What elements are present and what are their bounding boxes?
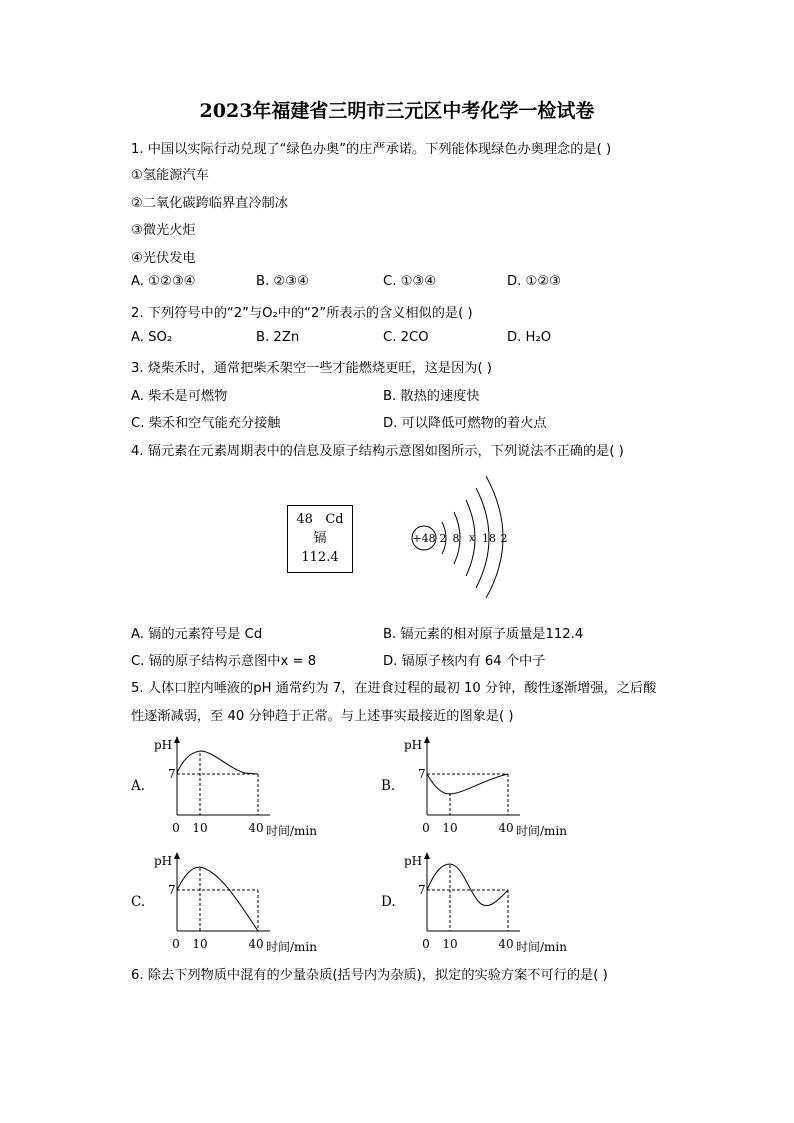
q3-option-c[interactable]: C. 柴禾和空气能充分接触 xyxy=(131,416,281,431)
q3-option-b[interactable]: B. 散热的速度快 xyxy=(383,389,480,404)
graph-b-curve xyxy=(427,774,508,794)
graph-c-ylabel: pH xyxy=(154,854,173,868)
shell-count-5: 2 xyxy=(500,532,508,545)
graph-d xyxy=(400,849,580,954)
graph-b xyxy=(400,733,580,838)
question-2-stem: 2. 下列符号中的“2”与O₂中的“2”所表示的含义相似的是( ) xyxy=(131,306,473,321)
q1-item-2: ②二氧化碳跨临界直冷制冰 xyxy=(131,196,288,211)
q1-option-c[interactable]: C. ①③④ xyxy=(383,274,437,289)
graph-d-tick-40: 40 xyxy=(498,937,514,951)
graph-a-tick-10: 10 xyxy=(192,821,208,835)
graph-b-tick-10: 10 xyxy=(442,821,458,835)
q1-option-a[interactable]: A. ①②③④ xyxy=(131,274,196,289)
q1-option-d[interactable]: D. ①②③ xyxy=(507,274,562,289)
graph-d-curve xyxy=(427,864,508,906)
atom-structure-diagram xyxy=(410,470,520,600)
graph-c-y-arrow xyxy=(174,852,180,859)
shell-count-4: 18 xyxy=(482,532,496,545)
question-4-stem: 4. 镉元素在元素周期表中的信息及原子结构示意图如图所示，下列说法不正确的是( ) xyxy=(131,444,624,459)
graph-b-ref-label: 7 xyxy=(418,767,426,781)
graph-a-curve xyxy=(177,751,258,774)
graph-c-label[interactable]: C. xyxy=(131,894,146,910)
q2-option-c[interactable]: C. 2CO xyxy=(383,330,429,345)
graph-a-label[interactable]: A. xyxy=(131,778,146,794)
q4-option-d[interactable]: D. 镉原子核内有 64 个中子 xyxy=(383,654,546,669)
graph-a-tick-40: 40 xyxy=(248,821,264,835)
q1-item-4: ④光伏发电 xyxy=(131,251,196,266)
shell-count-1: 2 xyxy=(439,532,447,545)
shell-count-3: x xyxy=(469,533,475,544)
graph-d-y-arrow xyxy=(424,852,430,859)
graph-c-curve xyxy=(177,867,258,931)
question-1-stem: 1. 中国以实际行动兑现了“绿色办奥”的庄严承诺。下列能体现绿色办奥理念的是( ) xyxy=(131,142,612,157)
graph-c-tick-10: 10 xyxy=(192,937,208,951)
graph-a-tick-0: 0 xyxy=(172,821,180,835)
question-3-stem: 3. 烧柴禾时，通常把柴禾架空一些才能燃烧更旺，这是因为( ) xyxy=(131,361,492,376)
question-5-stem-line-1: 5. 人体口腔内唾液的pH 通常约为 7，在进食过程的最初 10 分钟，酸性逐渐增强，之后酸 xyxy=(131,681,657,696)
q3-option-a[interactable]: A. 柴禾是可燃物 xyxy=(131,389,228,404)
q4-option-c[interactable]: C. 镉的原子结构示意图中x = 8 xyxy=(131,654,317,669)
graph-c-tick-0: 0 xyxy=(172,937,180,951)
graph-b-ylabel: pH xyxy=(404,738,423,752)
question-6-stem: 6. 除去下列物质中混有的少量杂质(括号内为杂质)，拟定的实验方案不可行的是( ) xyxy=(131,968,608,983)
q1-item-1: ①氢能源汽车 xyxy=(131,168,209,183)
shell-count-2: 8 xyxy=(452,532,460,545)
periodic-table-cell xyxy=(287,505,353,573)
graph-c xyxy=(150,849,330,954)
graph-a xyxy=(150,733,330,838)
graph-c-ref-label: 7 xyxy=(168,883,176,897)
graph-d-tick-0: 0 xyxy=(422,937,430,951)
graph-d-ylabel: pH xyxy=(404,854,423,868)
graph-d-tick-10: 10 xyxy=(442,937,458,951)
nucleus-charge: +48 xyxy=(412,532,436,545)
atomic-mass: 112.4 xyxy=(301,550,339,565)
graph-d-label[interactable]: D. xyxy=(381,894,396,910)
atomic-number: 48 xyxy=(296,512,313,527)
graph-a-ref-label: 7 xyxy=(168,767,176,781)
q4-option-b[interactable]: B. 镉元素的相对原子质量是112.4 xyxy=(383,627,584,642)
graph-b-label[interactable]: B. xyxy=(381,778,396,794)
graph-b-xlabel: 时间/min xyxy=(516,824,567,838)
graph-d-xlabel: 时间/min xyxy=(516,940,567,954)
q1-option-b[interactable]: B. ②③④ xyxy=(256,274,309,289)
graph-c-tick-40: 40 xyxy=(248,937,264,951)
graph-d-ref-label: 7 xyxy=(418,883,426,897)
q2-option-b[interactable]: B. 2Zn xyxy=(256,330,300,345)
graph-a-xlabel: 时间/min xyxy=(266,824,317,838)
element-name: 镉 xyxy=(313,531,327,546)
q1-item-3: ③微光火炬 xyxy=(131,223,196,238)
graph-b-tick-40: 40 xyxy=(498,821,514,835)
graph-b-y-arrow xyxy=(424,736,430,743)
graph-c-xlabel: 时间/min xyxy=(266,940,317,954)
graph-a-ylabel: pH xyxy=(154,738,173,752)
q2-option-d[interactable]: D. H₂O xyxy=(507,330,552,345)
q3-option-d[interactable]: D. 可以降低可燃物的着火点 xyxy=(383,416,547,431)
graph-a-y-arrow xyxy=(174,736,180,743)
q2-option-a[interactable]: A. SO₂ xyxy=(131,330,173,345)
page-title: 2023年福建省三明市三元区中考化学一检试卷 xyxy=(199,100,595,122)
element-symbol: Cd xyxy=(325,512,344,527)
graph-b-tick-0: 0 xyxy=(422,821,430,835)
q4-option-a[interactable]: A. 镉的元素符号是 Cd xyxy=(131,627,263,642)
question-5-stem-line-2: 性逐渐减弱，至 40 分钟趋于正常。与上述事实最接近的图象是( ) xyxy=(131,709,514,724)
